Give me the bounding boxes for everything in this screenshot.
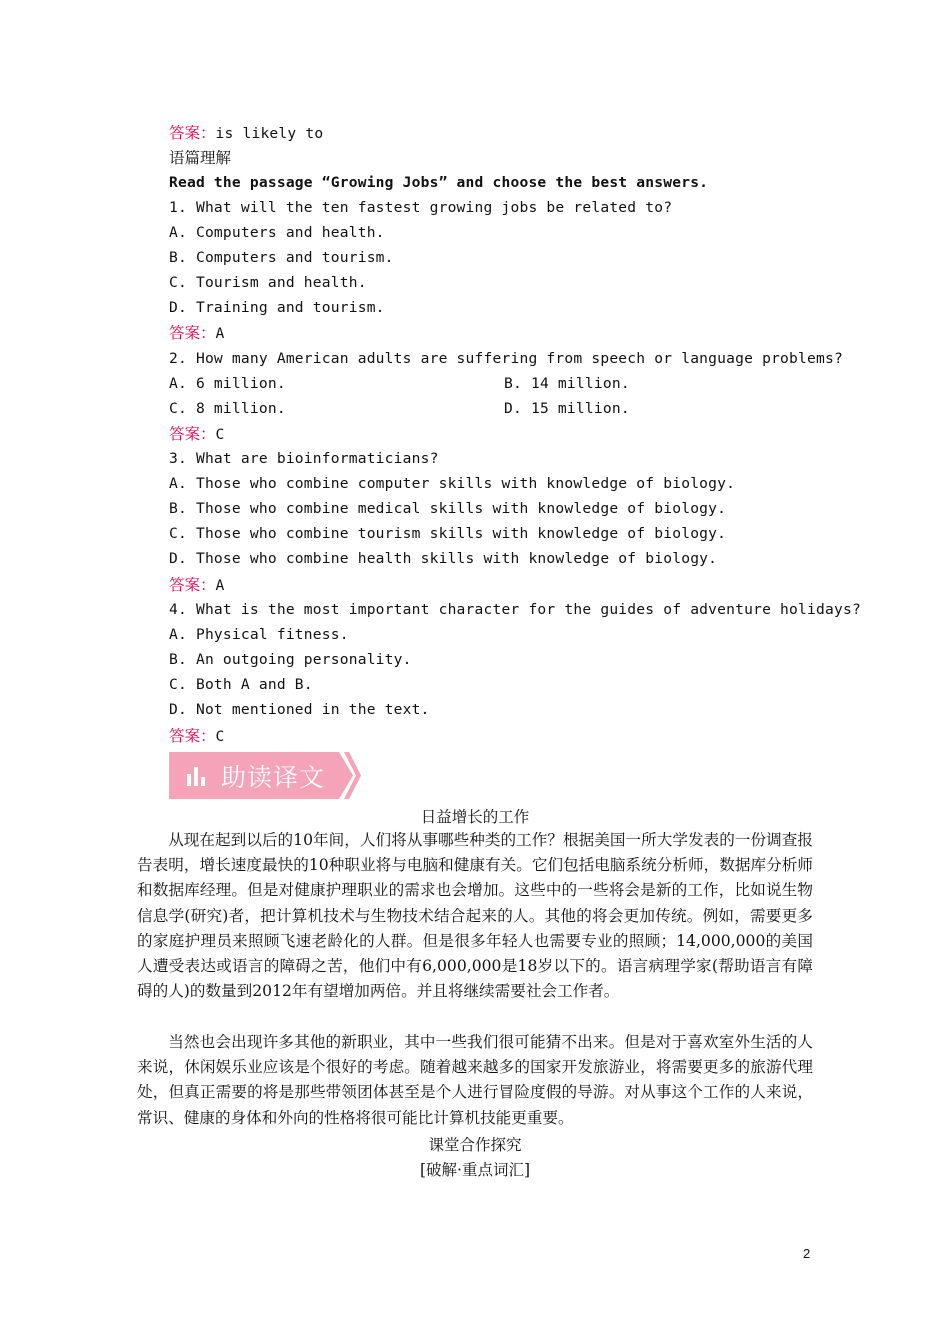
q1-answer bbox=[169, 323, 225, 344]
instruction: Read the passage “Growing Jobs” and choose the best answers. bbox=[169, 174, 709, 191]
q3-answer bbox=[169, 575, 225, 596]
q3-option-a: A. Those who combine computer skills with knowledge of biology. bbox=[169, 475, 736, 492]
section-title: 语篇理解 bbox=[169, 149, 232, 167]
q3-option-c: C. Those who combine tourism skills with knowledge of biology. bbox=[169, 525, 727, 542]
q4-answer bbox=[169, 726, 225, 747]
q2-answer bbox=[169, 424, 225, 445]
answer-value: C bbox=[215, 728, 225, 745]
answer-label: 答案： bbox=[169, 124, 216, 142]
q1-option-b: B. Computers and tourism. bbox=[169, 249, 394, 266]
answer-label: 答案： bbox=[169, 425, 216, 443]
q3-option-d: D. Those who combine health skills with knowledge of biology. bbox=[169, 550, 718, 567]
answer-label: 答案： bbox=[169, 727, 216, 745]
q4-option-a: A. Physical fitness. bbox=[169, 626, 349, 643]
answer-label: 答案： bbox=[169, 324, 216, 342]
q2-option-c: C. 8 million. bbox=[169, 400, 286, 417]
section-subheading: [破解·重点词汇] bbox=[419, 1161, 531, 1179]
q2-option-b: B. 14 million. bbox=[504, 375, 630, 392]
question-1: 1. What will the ten fastest growing jobs be related to? bbox=[169, 199, 673, 216]
q4-option-c: C. Both A and B. bbox=[169, 676, 313, 693]
question-3: 3. What are bioinformaticians? bbox=[169, 450, 439, 467]
q1-option-a: A. Computers and health. bbox=[169, 224, 385, 241]
q1-option-c: C. Tourism and health. bbox=[169, 274, 367, 291]
answer-line-prev bbox=[169, 123, 323, 144]
translation-paragraph-1: 从现在起到以后的10年间，人们将从事哪些种类的工作？根据美国一所大学发表的一份调查报告表明，增长速度最快的10种职业将与电脑和健康有关。它们包括电脑系统分析师，数据库分析师和数据库经理。但是对健康护理职业的需求也会增加。这些中的一些将会是新的工作，比如说生物信息学(研究)者，把计算机技术与生物技术结合起来的人。其他的将会更加传统。例如，需要更多的家庭护理员来照顾飞速老龄化的人群。但是很多年轻人也需要专业的照顾；14,000,000的美国人遭受表达或语言的障碍之苦，他们中有6,000,000是18岁以下的。语言病理学家(帮助语言有障碍的人)的数量到2012年有望增加两倍。并且将继续需要社会工作者。 bbox=[137, 831, 813, 1001]
answer-value: A bbox=[215, 577, 225, 594]
reading-aid-banner bbox=[169, 752, 361, 799]
translation-title: 日益增长的工作 bbox=[420, 808, 530, 826]
banner-label: 助读译文 bbox=[221, 763, 326, 792]
answer-value: C bbox=[215, 426, 225, 443]
q2-option-d: D. 15 million. bbox=[504, 400, 630, 417]
translation-paragraph-2: 当然也会出现许多其他的新职业，其中一些我们很可能猜不出来。但是对于喜欢室外生活的人来说，休闲娱乐业应该是个很好的考虑。随着越来越多的国家开发旅游业，将需要更多的旅游代理处，但真正需要的将是那些带领团体甚至是个人进行冒险度假的导游。对从事这个工作的人来说，常识、健康的身体和外向的性格将很可能比计算机技能更重要。 bbox=[137, 1033, 813, 1127]
answer-value: A bbox=[215, 325, 225, 342]
section-heading: 课堂合作探究 bbox=[428, 1136, 522, 1154]
answer-value: is likely to bbox=[215, 125, 324, 142]
answer-label: 答案： bbox=[169, 576, 216, 594]
q4-option-b: B. An outgoing personality. bbox=[169, 651, 412, 668]
bar-chart-icon bbox=[186, 765, 210, 792]
q3-option-b: B. Those who combine medical skills with knowledge of biology. bbox=[169, 500, 727, 517]
q1-option-d: D. Training and tourism. bbox=[169, 299, 385, 316]
q2-option-a: A. 6 million. bbox=[169, 375, 286, 392]
question-4: 4. What is the most important character for the guides of adventure holidays? bbox=[169, 601, 861, 618]
q4-option-d: D. Not mentioned in the text. bbox=[169, 701, 430, 718]
page-number: 2 bbox=[803, 1246, 811, 1261]
question-2: 2. How many American adults are suffering from speech or language problems? bbox=[169, 350, 843, 367]
